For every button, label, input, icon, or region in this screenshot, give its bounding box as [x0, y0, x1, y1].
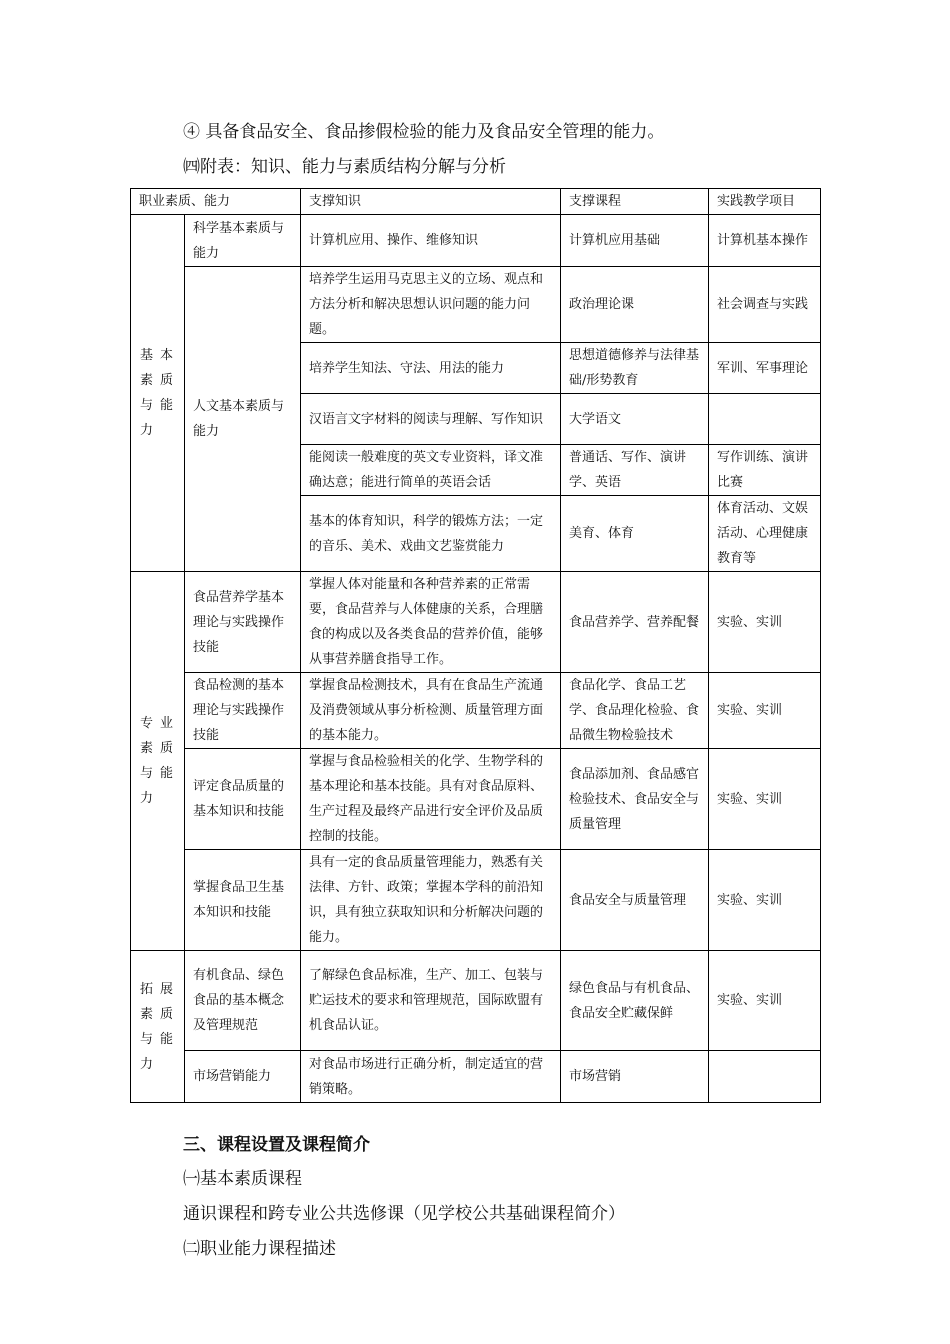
knowledge-cell: 培养学生运用马克思主义的立场、观点和方法分析和解决思想认识问题的能力问题。 — [301, 267, 561, 343]
table-row — [131, 1051, 821, 1103]
ability-cell: 人文基本素质与能力 — [185, 267, 301, 572]
knowledge-cell: 掌握与食品检验相关的化学、生物学科的基本理论和基本技能。具有对食品原料、生产过程及最终产品进行安全评价及品质控制的技能。 — [301, 749, 561, 850]
practice-cell: 实验、实训 — [709, 572, 821, 673]
ability-cell: 有机食品、绿色食品的基本概念及管理规范 — [185, 951, 301, 1051]
header-cell: 职业素质、能力 — [131, 189, 301, 215]
appendix-title: ㈣附表：知识、能力与素质结构分解与分析 — [183, 157, 506, 177]
table-row — [131, 749, 821, 850]
table-row — [131, 951, 821, 1051]
header-cell: 支撑知识 — [301, 189, 561, 215]
table-row — [131, 215, 821, 267]
header-cell: 支撑课程 — [561, 189, 709, 215]
course-cell: 思想道德修养与法律基础/形势教育 — [561, 343, 709, 394]
practice-cell: 实验、实训 — [709, 951, 821, 1051]
knowledge-cell: 基本的体育知识，科学的锻炼方法；一定的音乐、美术、戏曲文艺鉴赏能力 — [301, 496, 561, 572]
practice-cell: 社会调查与实践 — [709, 267, 821, 343]
practice-cell: 实验、实训 — [709, 749, 821, 850]
category-cell: 拓展素质与能力 — [131, 951, 185, 1103]
practice-cell: 体育活动、文娱活动、心理健康教育等 — [709, 496, 821, 572]
practice-cell: 实验、实训 — [709, 850, 821, 951]
ability-item-4: ④ 具备食品安全、食品掺假检验的能力及食品安全管理的能力。 — [183, 122, 665, 142]
course-cell: 普通话、写作、演讲学、英语 — [561, 445, 709, 496]
course-cell: 美育、体育 — [561, 496, 709, 572]
knowledge-cell: 能阅读一般难度的英文专业资料，译文准确达意；能进行简单的英语会话 — [301, 445, 561, 496]
knowledge-cell: 了解绿色食品标准，生产、加工、包装与贮运技术的要求和管理规范，国际欧盟有机食品认证。 — [301, 951, 561, 1051]
course-cell: 食品添加剂、食品感官检验技术、食品安全与质量管理 — [561, 749, 709, 850]
course-cell: 食品营养学、营养配餐 — [561, 572, 709, 673]
table-row — [131, 850, 821, 951]
practice-cell — [709, 1051, 821, 1103]
ability-cell: 掌握食品卫生基本知识和技能 — [185, 850, 301, 951]
knowledge-cell: 掌握食品检测技术，具有在食品生产流通及消费领域从事分析检测、质量管理方面的基本能力。 — [301, 673, 561, 749]
course-cell: 计算机应用基础 — [561, 215, 709, 267]
table-row — [131, 673, 821, 749]
practice-cell: 写作训练、演讲比赛 — [709, 445, 821, 496]
subsection-heading: ㈡职业能力课程描述 — [183, 1239, 336, 1259]
knowledge-cell: 计算机应用、操作、维修知识 — [301, 215, 561, 267]
course-cell: 市场营销 — [561, 1051, 709, 1103]
practice-cell: 实验、实训 — [709, 673, 821, 749]
subsection-heading: ㈠基本素质课程 — [183, 1169, 302, 1189]
ability-cell: 科学基本素质与能力 — [185, 215, 301, 267]
course-cell: 食品安全与质量管理 — [561, 850, 709, 951]
table-row — [131, 267, 821, 343]
section-heading: 三、课程设置及课程简介 — [183, 1135, 370, 1155]
table-header-row — [131, 189, 821, 215]
course-cell: 政治理论课 — [561, 267, 709, 343]
category-cell: 专业素质与能力 — [131, 572, 185, 951]
knowledge-cell: 培养学生知法、守法、用法的能力 — [301, 343, 561, 394]
table-row — [131, 572, 821, 673]
practice-cell: 计算机基本操作 — [709, 215, 821, 267]
knowledge-cell: 具有一定的食品质量管理能力，熟悉有关法律、方针、政策；掌握本学科的前沿知识，具有独立获取知识和分析解决问题的能力。 — [301, 850, 561, 951]
practice-cell — [709, 394, 821, 445]
knowledge-ability-table — [130, 188, 821, 1103]
ability-cell: 评定食品质量的基本知识和技能 — [185, 749, 301, 850]
ability-cell: 食品营养学基本理论与实践操作技能 — [185, 572, 301, 673]
knowledge-cell: 对食品市场进行正确分析，制定适宜的营销策略。 — [301, 1051, 561, 1103]
practice-cell: 军训、军事理论 — [709, 343, 821, 394]
ability-cell: 食品检测的基本理论与实践操作技能 — [185, 673, 301, 749]
category-cell: 基本素质与能力 — [131, 215, 185, 572]
course-cell: 绿色食品与有机食品、食品安全贮藏保鲜 — [561, 951, 709, 1051]
knowledge-cell: 汉语言文字材料的阅读与理解、写作知识 — [301, 394, 561, 445]
header-cell: 实践教学项目 — [709, 189, 821, 215]
course-cell: 食品化学、食品工艺学、食品理化检验、食品微生物检验技术 — [561, 673, 709, 749]
course-cell: 大学语文 — [561, 394, 709, 445]
knowledge-cell: 掌握人体对能量和各种营养素的正常需要，食品营养与人体健康的关系，合理膳食的构成以及各类食品的营养价值，能够从事营养膳食指导工作。 — [301, 572, 561, 673]
ability-cell: 市场营销能力 — [185, 1051, 301, 1103]
body-text: 通识课程和跨专业公共选修课（见学校公共基础课程简介） — [183, 1204, 625, 1224]
